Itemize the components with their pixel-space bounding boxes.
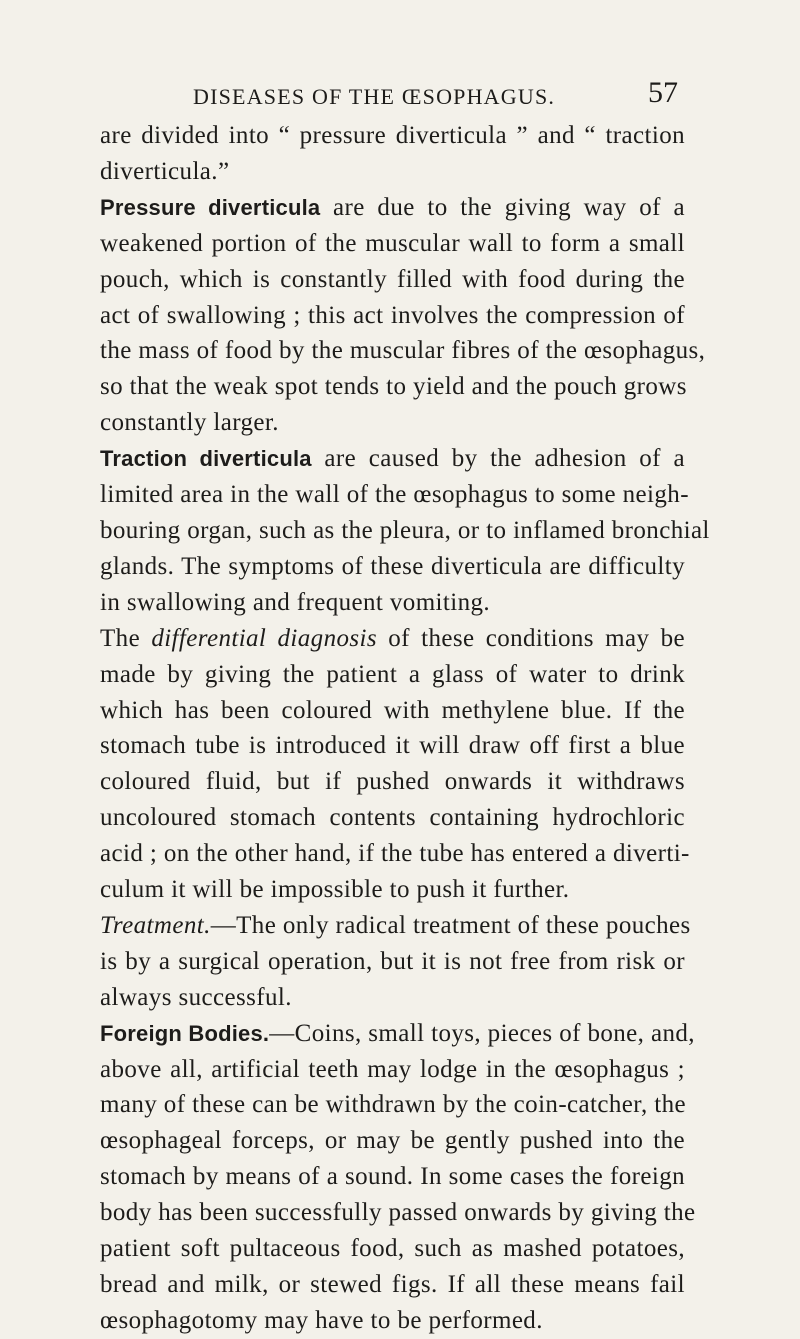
text-line: uncoloured stomach contents containing hydrochloric <box>100 804 685 832</box>
text-run: —The only radical treatment of these pouches <box>210 911 691 939</box>
text-line <box>100 621 685 657</box>
text-line: body has been successfully passed onwards by giving the <box>100 1199 696 1227</box>
text-line: bouring organ, such as the pleura, or to inflamed bronchial <box>100 516 710 544</box>
text-line <box>100 908 691 944</box>
text-run: are due to the giving way of a <box>320 193 685 221</box>
text-line: œsophagotomy may have to be performed. <box>100 1306 543 1334</box>
bold-heading: Traction diverticula <box>100 446 312 472</box>
text-line: constantly larger. <box>100 409 279 437</box>
text-line: act of swallowing ; this act involves the compression of <box>100 301 685 329</box>
text-line: pouch, which is constantly filled with food during the <box>100 265 685 293</box>
bold-heading: Foreign Bodies. <box>100 1020 270 1046</box>
body-text <box>100 118 710 1339</box>
text-line: above all, artificial teeth may lodge in the œsophagus ; <box>100 1055 685 1083</box>
text-line: patient soft pultaceous food, such as mashed potatoes, <box>100 1235 685 1263</box>
italic-term: differential diagnosis <box>151 624 377 652</box>
text-run: of these conditions may be <box>376 624 685 652</box>
text-run: —Coins, small toys, pieces of bone, and, <box>269 1019 695 1047</box>
text-line: culum it will be impossible to push it further. <box>100 876 570 904</box>
paragraph-traction-diverticula <box>100 441 710 621</box>
text-line: glands. The symptoms of these diverticula are difficulty <box>100 552 685 580</box>
text-line: so that the weak spot tends to yield and the pouch grows <box>100 373 687 401</box>
text-run: are caused by the adhesion of a <box>311 445 685 473</box>
italic-heading: Treatment. <box>100 911 211 939</box>
text-line <box>100 190 685 226</box>
text-line: always successful. <box>100 983 292 1011</box>
text-line: stomach tube is introduced it will draw off first a blue <box>100 732 685 760</box>
running-head: DISEASES OF THE ŒSOPHAGUS. <box>193 84 556 109</box>
text-line: are divided into “ pressure diverticula ” and “ traction <box>100 122 685 149</box>
text-line: bread and milk, or stewed figs. If all these means fail <box>100 1271 685 1298</box>
text-line <box>100 1016 695 1052</box>
text-line: which has been coloured with methylene blue. If the <box>100 696 685 724</box>
text-line: made by giving the patient a glass of water to drink <box>100 660 685 688</box>
text-line: acid ; on the other hand, if the tube has entered a diverti- <box>100 840 690 868</box>
text-run: The <box>100 624 152 652</box>
text-line: is by a surgical operation, but it is not free from risk or <box>100 947 685 975</box>
text-line: weakened portion of the muscular wall to form a small <box>100 229 685 257</box>
paragraph-treatment <box>100 908 691 1016</box>
paragraph-continuation <box>100 118 685 190</box>
text-line: limited area in the wall of the œsophagus to some neigh- <box>100 481 689 509</box>
paragraph-foreign-bodies <box>100 1016 696 1339</box>
bold-heading: Pressure diverticula <box>100 194 321 220</box>
text-line: the mass of food by the muscular fibres of the œsophagus, <box>100 337 706 365</box>
paragraph-differential-diagnosis <box>100 621 690 908</box>
text-line: coloured fluid, but if pushed onwards it withdraws <box>100 768 685 796</box>
text-line: many of these can be withdrawn by the coin-catcher, the <box>100 1091 687 1119</box>
text-line: diverticula.” <box>100 157 230 185</box>
text-line: stomach by means of a sound. In some cases the foreign <box>100 1163 685 1191</box>
text-line: in swallowing and frequent vomiting. <box>100 588 491 616</box>
text-line: œsophageal forceps, or may be gently pushed into the <box>100 1127 685 1155</box>
paragraph-pressure-diverticula <box>100 190 706 441</box>
text-line <box>100 441 685 477</box>
page-header <box>0 76 800 116</box>
page-number: 57 <box>648 76 678 109</box>
